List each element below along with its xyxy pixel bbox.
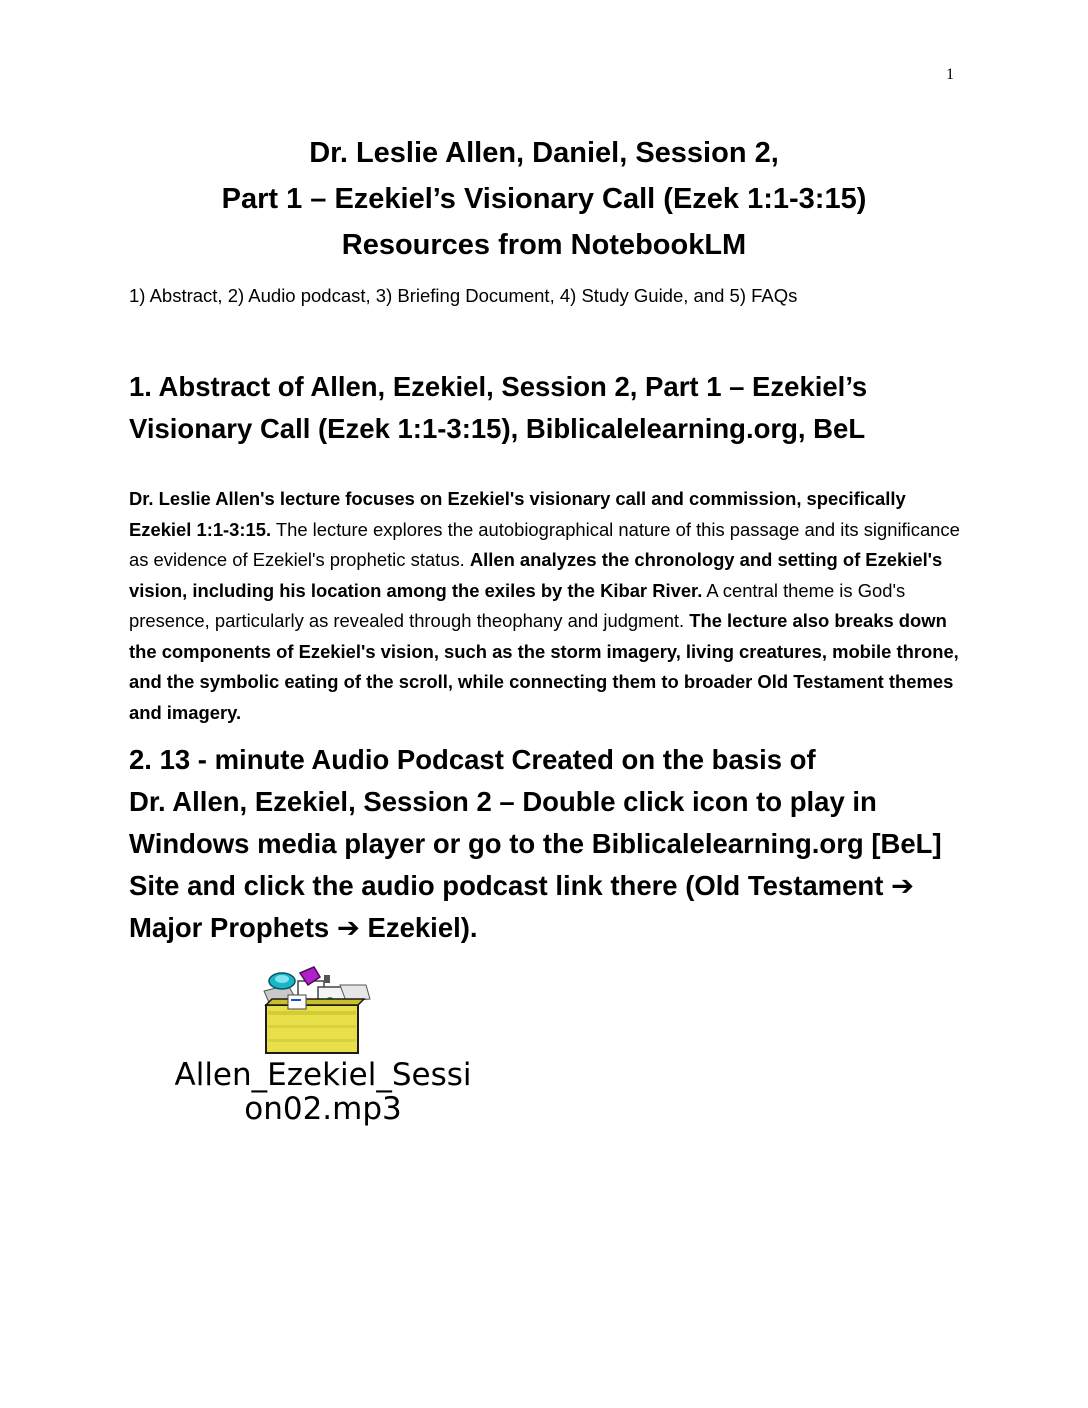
arrow-right-icon: ➔ [891, 870, 915, 901]
title-line-3: Resources from NotebookLM [341, 229, 747, 261]
filename-line-1: Allen_Ezekiel_Sessi [174, 1057, 472, 1093]
title-line-2: Part 1 – Ezekiel’s Visionary Call (Ezek 1:1-3:15) [221, 183, 867, 215]
abstract-sentence-2: The lecture explores the autobiographical nature of this passage and its significance as evidence of Ezekiel's prophetic status. [129, 518, 960, 570]
podcast-heading [129, 739, 989, 949]
document-title [0, 130, 1088, 268]
audio-file-link[interactable] [128, 1058, 518, 1126]
abstract-sentence-3: Allen analyzes the chronology and setting of Ezekiel's vision, including his location among the exiles by the Kibar River. [129, 549, 943, 601]
abstract-sentence-5: The lecture also breaks down the components of Ezekiel's vision, such as the storm imagery, living creatures, mobile throne, and the symbolic eating of the scroll, while connecting them to broader Old Testament themes and imagery. [129, 610, 959, 723]
podcast-heading-major-prophets: Major Prophets [129, 912, 337, 943]
abstract-sentence-4: A central theme is God's presence, particularly as revealed through theophany and judgment. [129, 579, 906, 631]
title-line-1: Dr. Leslie Allen, Daniel, Session 2, [309, 137, 779, 169]
resources-list: 1) Abstract, 2) Audio podcast, 3) Briefing Document, 4) Study Guide, and 5) FAQs [129, 285, 798, 306]
abstract-heading: 1. Abstract of Allen, Ezekiel, Session 2, Part 1 – Ezekiel’s Visionary Call (Ezek 1:1-3:15), Biblicalelearning.org, BeL [129, 371, 868, 444]
abstract-sentence-1: Dr. Leslie Allen's lecture focuses on Ezekiel's visionary call and commission, specifically Ezekiel 1:1-3:15. [129, 488, 906, 540]
arrow-right-icon: ➔ [336, 912, 360, 943]
page-number: 1 [946, 66, 954, 83]
filename-line-2: on02.mp3 [244, 1091, 402, 1127]
podcast-heading-ezekiel: Ezekiel). [359, 912, 478, 943]
package-icon[interactable] [258, 965, 374, 1057]
abstract-paragraph [129, 484, 969, 728]
podcast-heading-line-1: 2. 13 - minute Audio Podcast Created on the basis of [129, 744, 816, 775]
podcast-heading-body: Dr. Allen, Ezekiel, Session 2 – Double click icon to play in Windows media player or go to the Biblicalelearning.org [BeL] Site and click the audio podcast link there (Old Testament [129, 786, 942, 901]
